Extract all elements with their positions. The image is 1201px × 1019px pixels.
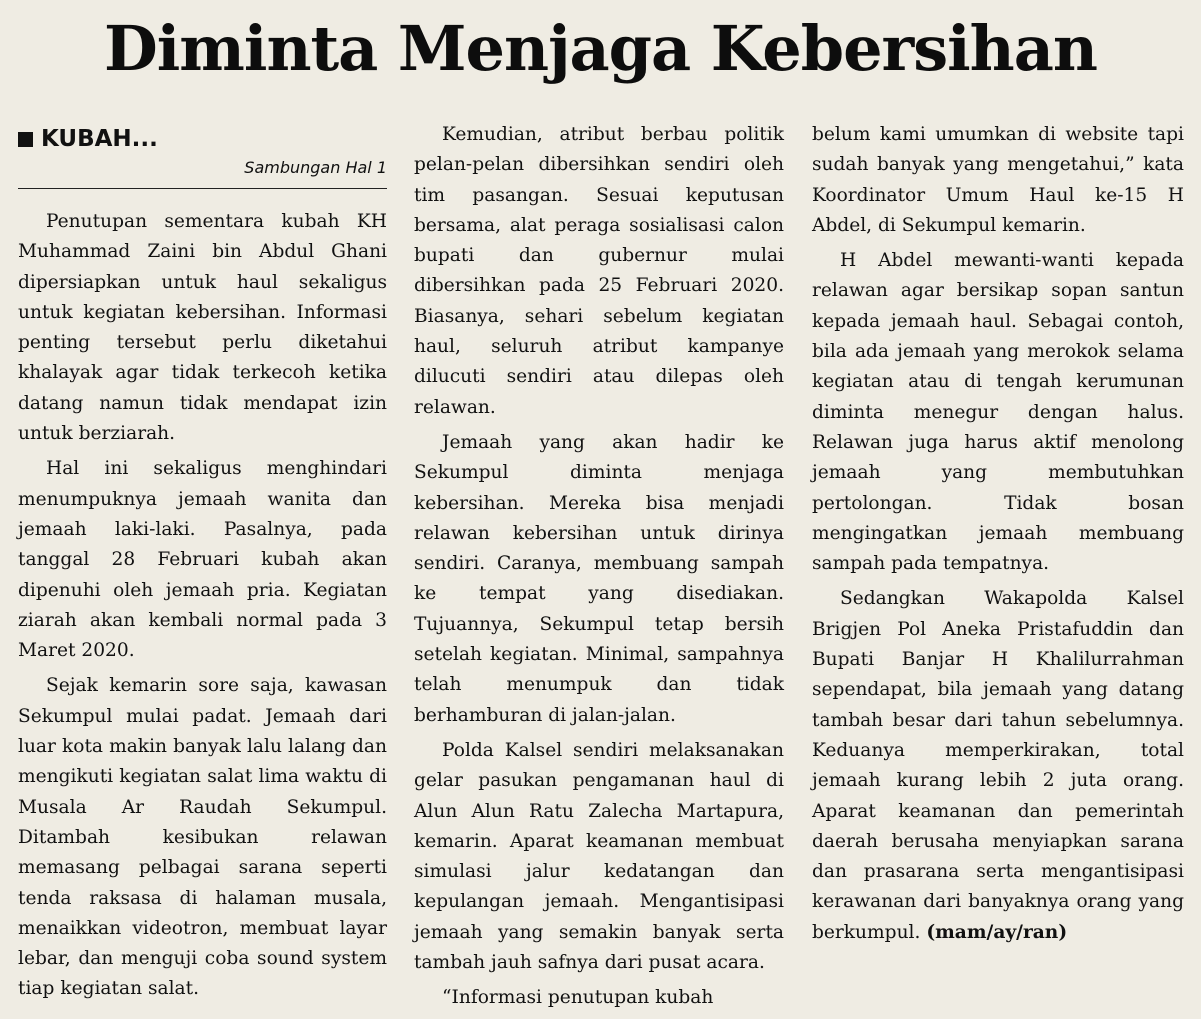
paragraph: belum kami umumkan di website tapi sudah banyak yang mengetahui,” kata Koordinator Umum Haul ke-15 H Abdel, di Sekumpul kemarin. (812, 124, 1184, 236)
column-1 (18, 120, 387, 1010)
paragraph: Kemudian, atribut berbau politik pelan-pelan dibersihkan sendiri oleh tim pasangan. Sesuai keputusan bersama, alat peraga sosialisasi calon bupati dan gubernur mulai dibersihkan pada 25 Februari 2020. Biasanya, sehari sebelum kegiatan haul, seluruh atribut kampanye dilucuti sendiri atau dilepas oleh relawan. (414, 124, 784, 418)
paragraph: H Abdel mewanti-wanti kepada relawan agar bersikap sopan santun kepada jemaah haul. Sebagai contoh, bila ada jemaah yang merokok selama kegiatan atau di tengah kerumunan diminta menegur dengan halus. Relawan juga harus aktif menolong jemaah yang membutuhkan pertolongan. Tidak bosan mengingatkan jemaah membuang sampah pada tempatnya. (812, 250, 1184, 575)
continued-from: Sambungan Hal 1 (18, 156, 387, 189)
paragraph: Sejak kemarin sore saja, kawasan Sekumpul mulai padat. Jemaah dari luar kota makin banyak lalu lalang dan mengikuti kegiatan salat lima waktu di Musala Ar Raudah Sekumpul. Ditambah kesibukan relawan memasang pelbagai sarana seperti tenda raksasa di halaman musala, menaikkan videotron, membuat layar lebar, dan menguji coba sound system tiap kegiatan salat. (18, 675, 387, 1000)
kicker-text: KUBAH... (41, 126, 158, 152)
column-3 (812, 120, 1184, 953)
paragraph: “Informasi penutupan kubah (442, 987, 714, 1009)
paragraph: Polda Kalsel sendiri melaksanakan gelar pasukan pengamanan haul di Alun Alun Ratu Zalecha Martapura, kemarin. Aparat keamanan membuat simulasi jalur kedatangan dan kepulangan jemaah. Mengantisipasi jemaah yang semakin banyak serta tambah jauh safnya dari pusat acara. (414, 739, 784, 974)
kicker (18, 122, 387, 156)
paragraph-text: Sedangkan Wakapolda Kalsel Brigjen Pol Aneka Pristafuddin dan Bupati Banjar H Khalilurrahman sependapat, bila jemaah yang datang tambah besar dari tahun sebelumnya. Keduanya memperkirakan, total jemaah kurang lebih 2 juta orang. Aparat keamanan dan pemerintah daerah berusaha menyiapkan sarana dan prasarana serta mengantisipasi kerawanan dari banyaknya orang yang berkumpul. (812, 588, 1184, 943)
paragraph-last (812, 584, 1184, 948)
byline: (mam/ay/ran) (926, 921, 1068, 943)
paragraph: Penutupan sementara kubah KH Muhammad Zaini bin Abdul Ghani dipersiapkan untuk haul sekaligus untuk kegiatan kebersihan. Informasi penting tersebut perlu diketahui khalayak agar tidak terkecoh ketika datang namun tidak mendapat izin untuk berziarah. (18, 211, 387, 445)
headline: Diminta Menjaga Kebersihan (103, 12, 1098, 85)
column-2 (414, 120, 784, 1019)
square-bullet-icon (18, 132, 33, 147)
paragraph: Hal ini sekaligus menghindari menumpuknya jemaah wanita dan jemaah laki-laki. Pasalnya, pada tanggal 28 Februari kubah akan dipenuhi oleh jemaah pria. Kegiatan ziarah akan kembali normal pada 3 Maret 2020. (18, 458, 387, 662)
paragraph: Jemaah yang akan hadir ke Sekumpul diminta menjaga kebersihan. Mereka bisa menjadi relawan kebersihan untuk dirinya sendiri. Caranya, membuang sampah ke tempat yang disediakan. Tujuannya, Sekumpul tetap bersih setelah kegiatan. Minimal, sampahnya telah menumpuk dan tidak berhamburan di jalan-jalan. (414, 431, 784, 726)
